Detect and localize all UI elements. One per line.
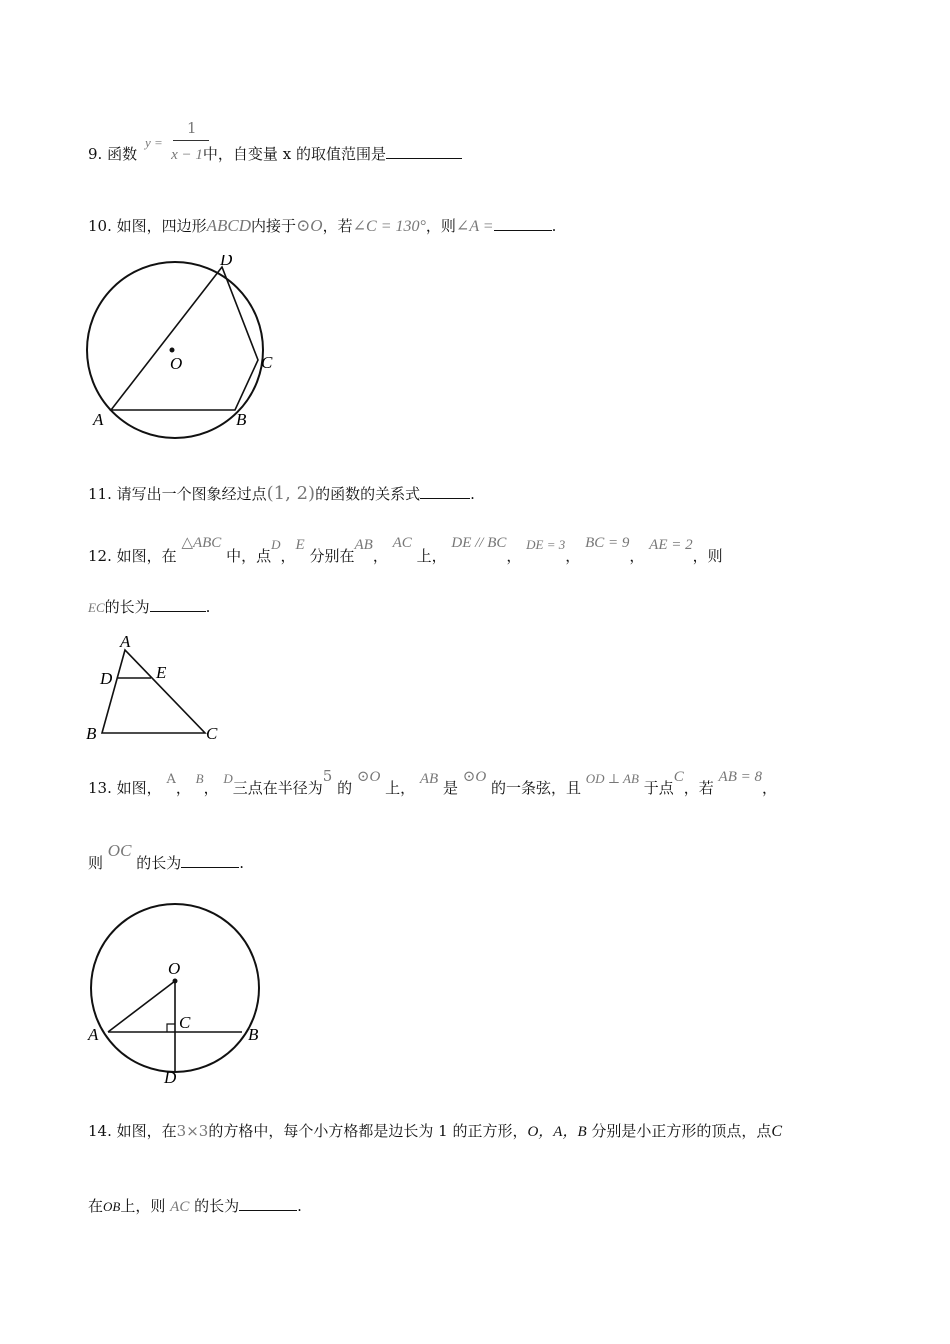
q12-ac: AC (392, 535, 412, 551)
q10-label-o: O (170, 354, 183, 373)
q13-text4: 上， (385, 779, 416, 797)
q13-text1: 如图， (116, 779, 162, 797)
q12-text5: ，则 (692, 547, 723, 565)
q14-one: 1 (438, 1122, 448, 1140)
q12-text2: 中，点 (226, 547, 272, 565)
q12-point-d: D (271, 537, 281, 552)
q13-label-d: D (164, 1068, 177, 1087)
q13-text5: 是 (443, 779, 459, 797)
q14-answer-blank (239, 1196, 297, 1211)
q12-parallel: DE // BC (451, 535, 507, 551)
q13-text6: 的一条弦，且 (490, 779, 581, 797)
q12-point-e: E (295, 537, 305, 553)
q13-text3: 的 (337, 779, 353, 797)
q9-numerator: 1 (187, 119, 197, 137)
q10-text4: ，则 (425, 217, 456, 235)
q10-text2: 内接于 (251, 217, 297, 235)
q14-text5: 在 (88, 1197, 104, 1215)
q11-end: . (470, 485, 475, 503)
q13-figure (80, 890, 280, 1090)
q14-text3: 的正方形， (452, 1122, 528, 1140)
q10-label-a: A (93, 410, 104, 429)
q11-answer-blank (420, 484, 470, 499)
q14-line2: 在OB上，则 AC 的长为 . (88, 1197, 302, 1215)
q14-number: 14. (88, 1122, 112, 1140)
q10-label-d: D (220, 255, 233, 269)
q12-number: 12. (88, 547, 112, 565)
q9-number: 9. (88, 145, 103, 163)
q12-line2: EC的长为 . (88, 598, 211, 616)
q13-text8: ，若 (683, 779, 714, 797)
q13-oc: OC (107, 841, 132, 860)
q12-triangle-shape (102, 650, 205, 733)
q10-center-dot (170, 348, 175, 353)
q10-label-c: C (261, 353, 273, 372)
q13-label-c: C (179, 1013, 191, 1032)
q12-figure (80, 630, 230, 745)
q12-line: 12. 如图，在 △ABC 中，点D，E 分别在AB， AC 上， DE // BC， DE = 3， BC = 9， AE = 2，则 (88, 535, 723, 565)
q14-grid: 3×3 (176, 1122, 209, 1140)
q13-label-b: B (248, 1025, 259, 1044)
q13-perp: OD ⊥ AB (585, 771, 639, 786)
q14-ob: OB (103, 1199, 121, 1214)
q11-text1: 请写出一个图象经过点 (116, 485, 267, 503)
q13-point-c: C (673, 769, 684, 785)
q9-fraction-bar (173, 140, 209, 141)
q14-points: O，A，B (527, 1124, 587, 1140)
q9-prefix: 函数 (107, 145, 138, 163)
q10-quadrilateral (111, 267, 258, 410)
q14-text4: 分别是小正方形的顶点，点 (591, 1122, 772, 1140)
q12-text4: 上， (416, 547, 447, 565)
q9-suffix: 的取值范围是 (295, 145, 386, 163)
q13-radius: 5 (322, 767, 333, 785)
q11-text2: 的函数的关系式 (315, 485, 421, 503)
q12-answer-blank (150, 597, 206, 612)
q13-text7: 于点 (643, 779, 674, 797)
q13-right-angle-mark (167, 1024, 175, 1032)
q13-line2: 则 OC 的长为 . (88, 841, 244, 872)
q13-point-b: B (195, 771, 204, 786)
q9-mid: 中，自变量 (202, 145, 278, 163)
q13-center-dot (173, 979, 178, 984)
q12-label-e: E (156, 663, 167, 682)
q11-number: 11. (88, 485, 112, 503)
q13-ab-value: AB = 8 (718, 769, 762, 785)
q13-circle2: ⊙O (462, 769, 487, 785)
q13-label-a: A (88, 1025, 99, 1044)
q14-text2: 的方格中，每个小方格都是边长为 (208, 1122, 434, 1140)
q12-label-a: A (120, 632, 131, 651)
q9-line (88, 144, 462, 165)
q13-point-d: D (223, 771, 233, 786)
q10-circle: ⊙O (296, 216, 323, 235)
q9-answer-blank (386, 144, 462, 159)
q10-angle-a: ∠A = (455, 218, 494, 235)
q14-line (88, 1121, 782, 1142)
q11-line (88, 484, 475, 504)
q13-number: 13. (88, 779, 112, 797)
q10-quad: ABCD (206, 216, 252, 235)
q13-text11: 的长为 (136, 854, 182, 872)
q10-angle-c: ∠C = 130° (352, 218, 426, 235)
q12-de: DE = 3 (526, 537, 566, 552)
q10-text3: ，若 (322, 217, 353, 235)
q9-y-equals: y = (145, 135, 163, 150)
q13-ab: AB (419, 771, 439, 787)
q14-point-c: C (771, 1123, 783, 1140)
q12-ab: AB (354, 537, 373, 553)
q10-figure (80, 255, 280, 445)
q13-text10: 则 (88, 854, 104, 872)
q10-answer-blank (494, 216, 552, 231)
q13-text2: 三点在半径为 (232, 779, 323, 797)
q10-number: 10. (88, 217, 112, 235)
q13-line: 13. 如图， A， B， D三点在半径为5 的 ⊙O 上， AB 是 ⊙O 的一条弦，且 OD ⊥ AB 于点C，若 AB = 8， (88, 767, 778, 797)
q13-label-o: O (168, 959, 181, 978)
q9-var: x (282, 145, 292, 163)
q12-text6: 的长为 (104, 598, 150, 616)
q10-text1: 如图，四边形 (116, 217, 207, 235)
q10-end: . (551, 217, 557, 235)
q12-label-d: D (100, 669, 113, 688)
q13-answer-blank (181, 853, 239, 868)
q12-text3: 分别在 (309, 547, 355, 565)
q14-text1: 如图，在 (116, 1122, 177, 1140)
q12-triangle: △ABC (181, 535, 222, 551)
q12-bc: BC = 9 (585, 535, 630, 551)
q14-text7: 的长为 (194, 1197, 240, 1215)
q10-line (88, 216, 556, 237)
q12-label-b: B (86, 724, 97, 743)
q12-label-c: C (206, 724, 218, 743)
q12-ec: EC (88, 600, 105, 615)
q13-circle1: ⊙O (356, 769, 381, 785)
q13-point-a: A (166, 772, 176, 787)
q10-label-b: B (236, 410, 247, 429)
q14-ac: AC (170, 1199, 190, 1215)
q11-point: (1, 2) (266, 483, 316, 504)
q13-segment-oa (108, 981, 175, 1032)
q12-ae: AE = 2 (649, 537, 693, 553)
q12-text1: 如图，在 (116, 547, 177, 565)
q14-text6: 上，则 (120, 1197, 166, 1215)
q9-denominator: x − 1 (171, 147, 203, 163)
